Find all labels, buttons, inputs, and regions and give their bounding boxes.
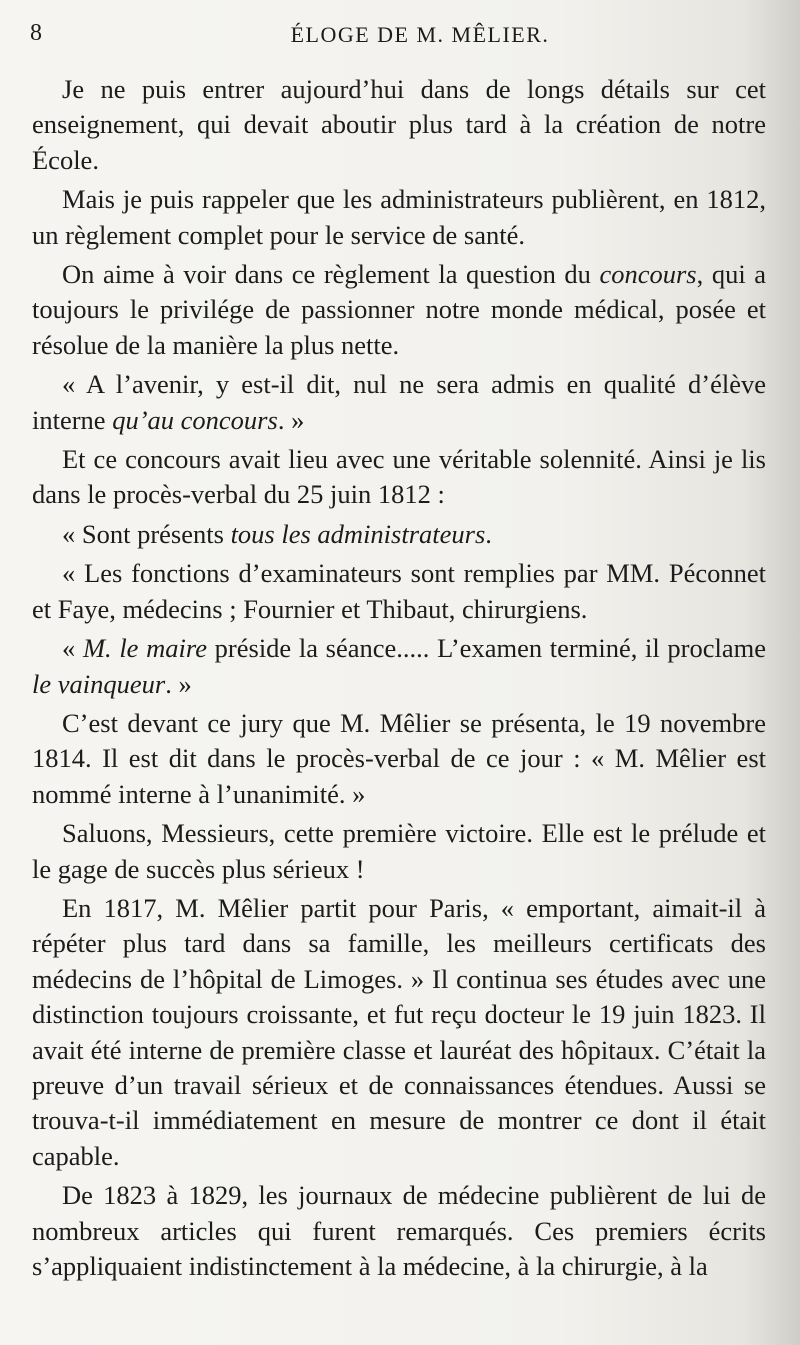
paragraph-1: Je ne puis entrer aujourd’hui dans de longs détails sur cet enseignement, qui devait aboutir plus tard à la création de notre École.	[32, 74, 766, 175]
emphasis-qu-au-concours: qu’au concours	[112, 404, 278, 435]
emphasis-concours: concours	[599, 259, 697, 290]
page-header	[30, 20, 770, 50]
paragraph-4: « A l’avenir, y est-il dit, nul ne sera admis en qualité d’élève interne qu’au concours. »	[32, 369, 766, 435]
paragraph-5: Et ce concours avait lieu avec une véritable solennité. Ainsi je lis dans le procès-verbal du 25 juin 1812 :	[32, 444, 766, 510]
paragraph-11: En 1817, M. Mêlier partit pour Paris, « emportant, aimait-il à répéter plus tard dans sa famille, les meilleurs certificats des médecins de l’hôpital de Limoges. » Il continua ses études avec une distinction toujours croissante, et fut reçu docteur le 19 juin 1823. Il avait été interne de première classe et lauréat des hôpitaux. C’était la preuve d’un travail sérieux et de connaissances étendues. Aussi se trouva-t-il immédiatement en mesure de montrer ce dont il était capable.	[32, 892, 766, 1171]
body-text	[32, 72, 766, 1284]
paragraph-2: Mais je puis rappeler que les administrateurs publièrent, en 1812, un règlement complet pour le service de santé.	[32, 184, 766, 250]
emphasis-le-vainqueur: le vainqueur	[32, 668, 166, 699]
paragraph-10: Saluons, Messieurs, cette première victoire. Elle est le prélude et le gage de succès plus sérieux !	[32, 818, 766, 884]
emphasis-le-maire: M. le maire	[82, 633, 207, 664]
running-title: ÉLOGE DE M. MÊLIER.	[290, 22, 550, 47]
paragraph-12: De 1823 à 1829, les journaux de médecine publièrent de lui de nombreux articles qui furent remarqués. Ces premiers écrits s’appliquaient indistinctement à la médecine, à la chirurgie, à la	[32, 1180, 766, 1281]
emphasis-administrateurs: tous les administrateurs	[230, 518, 486, 549]
paragraph-7: « Les fonctions d’examinateurs sont remplies par MM. Péconnet et Faye, médecins ; Fournier et Thibaut, chirurgiens.	[32, 558, 766, 624]
page-number: 8	[30, 20, 42, 46]
paragraph-3: On aime à voir dans ce règlement la question du concours, qui a toujours le privilége de passionner notre monde médical, posée et résolue de la manière la plus nette.	[32, 259, 767, 360]
paragraph-8: « M. le maire préside la séance..... L’examen terminé, il proclame le vainqueur. »	[32, 633, 767, 699]
paragraph-9: C’est devant ce jury que M. Mêlier se présenta, le 19 novembre 1814. Il est dit dans le procès-verbal de ce jour : « M. Mêlier est nommé interne à l’unanimité. »	[32, 707, 766, 809]
paragraph-6: « Sont présents tous les administrateurs.	[62, 518, 492, 549]
